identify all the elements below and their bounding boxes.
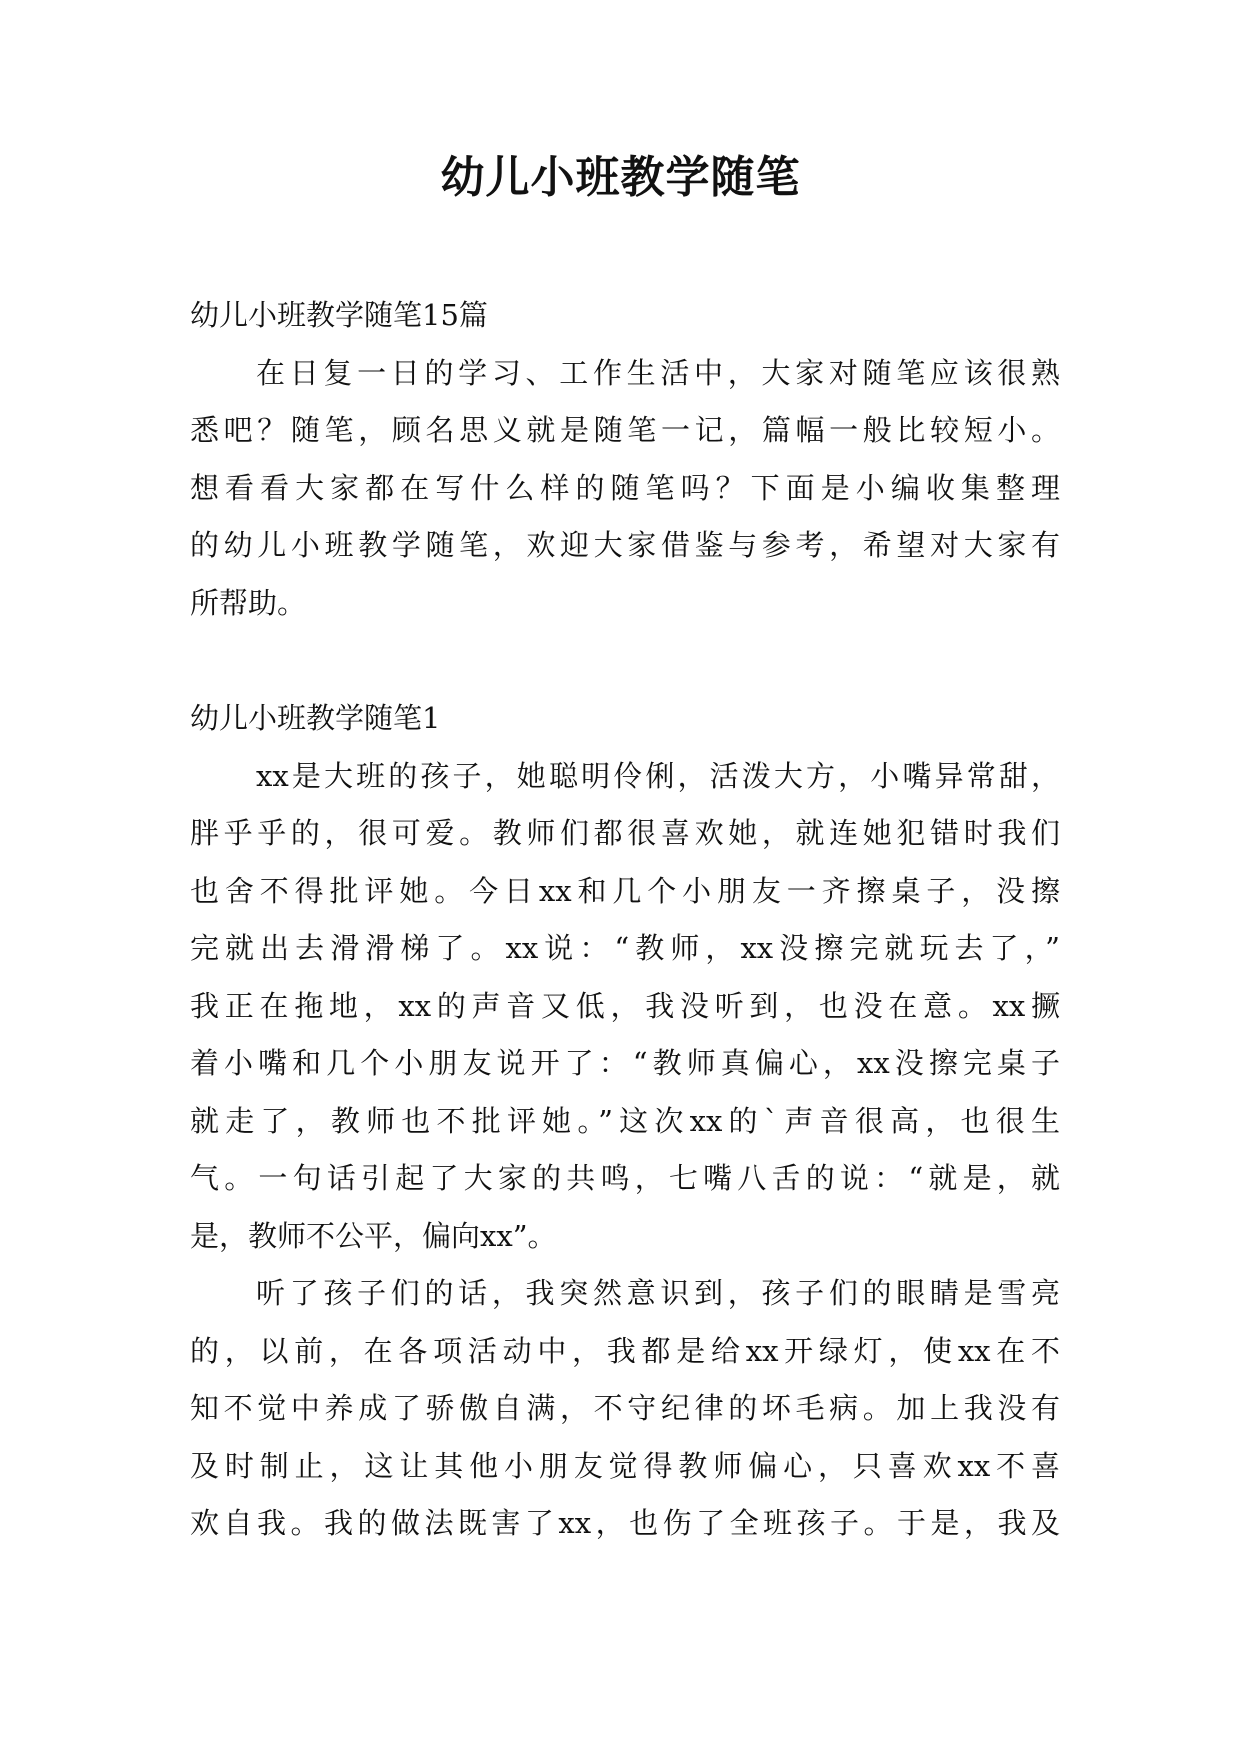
paragraph-2 bbox=[190, 1265, 1060, 1553]
paragraph-line: 气。一句话引起了大家的共鸣，七嘴八舌的说：“就是，就 bbox=[190, 1161, 1060, 1195]
intro-line: 悉吧？随笔，顾名思义就是随笔一记，篇幅一般比较短小。 bbox=[190, 413, 1060, 447]
document-title: 幼儿小班教学随笔 bbox=[440, 152, 801, 203]
document-subtitle: 幼儿小班教学随笔15篇 bbox=[190, 298, 488, 332]
intro-line: 的幼儿小班教学随笔，欢迎大家借鉴与参考，希望对大家有 bbox=[190, 528, 1060, 562]
paragraph-line: 知不觉中养成了骄傲自满，不守纪律的坏毛病。加上我没有 bbox=[190, 1391, 1060, 1425]
intro-line: 在日复一日的学习、工作生活中，大家对随笔应该很熟 bbox=[256, 355, 1060, 390]
section-heading: 幼儿小班教学随笔1 bbox=[190, 701, 441, 735]
paragraph-line: 完就出去滑滑梯了。xx说：“教师，xx没擦完就玩去了，” bbox=[190, 931, 1060, 965]
paragraph-line: 着小嘴和几个小朋友说开了：“教师真偏心，xx没擦完桌子 bbox=[190, 1046, 1060, 1080]
paragraph-line: xx是大班的孩子，她聪明伶俐，活泼大方，小嘴异常甜， bbox=[256, 758, 1060, 793]
paragraph-line: 及时制止，这让其他小朋友觉得教师偏心，只喜欢xx不喜 bbox=[190, 1448, 1060, 1483]
paragraph-1 bbox=[190, 748, 1060, 1266]
paragraph-line: 听了孩子们的话，我突然意识到，孩子们的眼睛是雪亮 bbox=[256, 1276, 1060, 1310]
paragraph-line: 也舍不得批评她。今日xx和几个小朋友一齐擦桌子，没擦 bbox=[190, 873, 1060, 908]
intro-paragraph bbox=[190, 345, 1060, 633]
document-body bbox=[190, 287, 1060, 1553]
paragraph-line: 胖乎乎的，很可爱。教师们都很喜欢她，就连她犯错时我们 bbox=[190, 816, 1060, 850]
section-spacer bbox=[190, 632, 1060, 690]
paragraph-line: 的，以前，在各项活动中，我都是给xx开绿灯，使xx在不 bbox=[190, 1333, 1060, 1368]
intro-line: 所帮助。 bbox=[190, 585, 307, 620]
paragraph-line: 是，教师不公平，偏向xx”。 bbox=[190, 1218, 557, 1253]
paragraph-line: 欢自我。我的做法既害了xx，也伤了全班孩子。于是，我及 bbox=[190, 1506, 1060, 1540]
paragraph-line: 我正在拖地，xx的声音又低，我没听到，也没在意。xx撅 bbox=[190, 988, 1060, 1023]
paragraph-line: 就走了，教师也不批评她。”这次xx的`声音很高，也很生 bbox=[190, 1103, 1060, 1138]
intro-line: 想看看大家都在写什么样的随笔吗？下面是小编收集整理 bbox=[190, 470, 1060, 505]
